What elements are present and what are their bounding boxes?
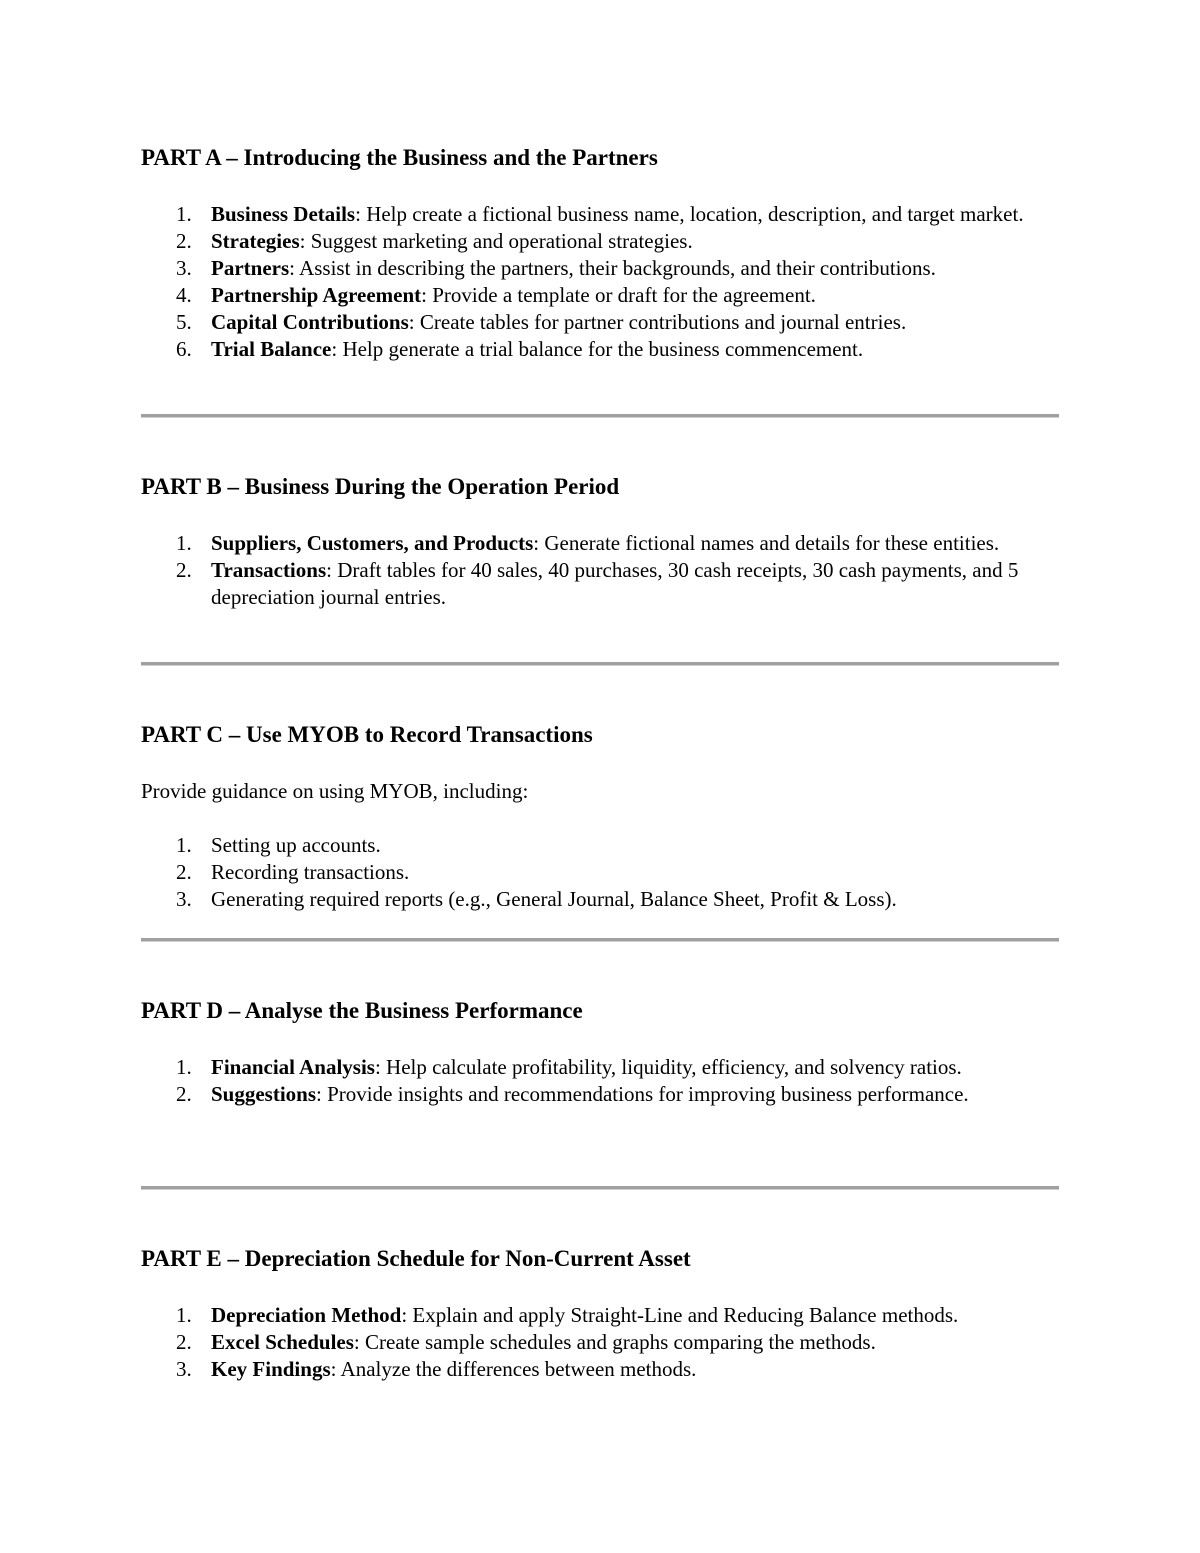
- section-part-d: [141, 997, 1059, 1106]
- section-part-b: [141, 473, 1059, 609]
- item-term: Partnership Agreement: [211, 283, 422, 307]
- numbered-list: [141, 530, 1059, 611]
- list-number: 2.: [176, 229, 192, 253]
- list-number: 2.: [176, 558, 192, 582]
- list-number: 1.: [176, 1303, 192, 1327]
- item-text: : Generate fictional names and details for these entities.: [533, 531, 1000, 555]
- list-number: 1.: [176, 833, 192, 857]
- list-item: [141, 228, 1059, 255]
- list-number: 1.: [176, 202, 192, 226]
- item-term: Trial Balance: [211, 337, 332, 361]
- list-item: [141, 1054, 1059, 1081]
- section-divider: [141, 1186, 1059, 1190]
- item-term: Strategies: [211, 229, 300, 253]
- list-number: 3.: [176, 256, 192, 280]
- list-number: 6.: [176, 337, 192, 361]
- numbered-list: [141, 1302, 1059, 1383]
- item-term: Business Details: [211, 202, 356, 226]
- item-text: Setting up accounts.: [211, 833, 381, 857]
- section-heading: PART B – Business During the Operation Period: [141, 474, 620, 499]
- list-item: [141, 859, 1059, 886]
- list-number: 3.: [176, 1357, 192, 1381]
- list-item: [141, 201, 1059, 228]
- section-divider: [141, 662, 1059, 666]
- item-text: : Provide a template or draft for the agreement.: [421, 283, 816, 307]
- section-divider: [141, 414, 1059, 418]
- list-item: [141, 1302, 1059, 1329]
- item-text: : Help generate a trial balance for the business commencement.: [331, 337, 864, 361]
- item-text: : Draft tables for 40 sales, 40 purchases, 30 cash receipts, 30 cash payments, and 5 depreciation journal entries.: [211, 558, 1019, 609]
- numbered-list: [141, 1054, 1059, 1108]
- section-heading: PART A – Introducing the Business and the Partners: [141, 145, 658, 170]
- item-term: Financial Analysis: [211, 1055, 375, 1079]
- list-item: [141, 1356, 1059, 1383]
- list-item: [141, 309, 1059, 336]
- section-heading: PART D – Analyse the Business Performance: [141, 998, 583, 1023]
- item-text: : Create sample schedules and graphs comparing the methods.: [353, 1330, 876, 1354]
- list-number: 4.: [176, 283, 192, 307]
- item-term: Capital Contributions: [211, 310, 409, 334]
- item-text: : Assist in describing the partners, their backgrounds, and their contributions.: [289, 256, 936, 280]
- list-item: [141, 530, 1059, 557]
- item-text: : Explain and apply Straight-Line and Reducing Balance methods.: [401, 1303, 959, 1327]
- item-term: Excel Schedules: [211, 1330, 354, 1354]
- item-term: Transactions: [211, 558, 327, 582]
- list-item: [141, 282, 1059, 309]
- section-part-e: [141, 1245, 1059, 1381]
- list-number: 3.: [176, 887, 192, 911]
- list-item: [141, 832, 1059, 859]
- list-number: 1.: [176, 531, 192, 555]
- item-text: : Suggest marketing and operational strategies.: [299, 229, 693, 253]
- section-divider: [141, 938, 1059, 942]
- section-intro: Provide guidance on using MYOB, including:: [141, 779, 529, 803]
- section-part-c: [141, 721, 1059, 911]
- list-item: [141, 336, 1059, 363]
- list-number: 1.: [176, 1055, 192, 1079]
- list-item: [141, 557, 1059, 611]
- list-item: [141, 1329, 1059, 1356]
- list-number: 2.: [176, 860, 192, 884]
- list-number: 5.: [176, 310, 192, 334]
- list-item: [141, 886, 1059, 913]
- item-term: Partners: [211, 256, 290, 280]
- item-term: Suppliers, Customers, and Products: [211, 531, 534, 555]
- item-term: Key Findings: [211, 1357, 331, 1381]
- numbered-list: [141, 832, 1059, 913]
- item-term: Suggestions: [211, 1082, 317, 1106]
- list-number: 2.: [176, 1330, 192, 1354]
- numbered-list: [141, 201, 1059, 363]
- section-heading: PART C – Use MYOB to Record Transactions: [141, 722, 593, 747]
- list-item: [141, 255, 1059, 282]
- item-text: Generating required reports (e.g., General Journal, Balance Sheet, Profit & Loss).: [211, 887, 897, 911]
- section-heading: PART E – Depreciation Schedule for Non-Current Asset: [141, 1246, 691, 1271]
- item-text: : Help calculate profitability, liquidity, efficiency, and solvency ratios.: [374, 1055, 962, 1079]
- item-term: Depreciation Method: [211, 1303, 402, 1327]
- item-text: : Help create a fictional business name, location, description, and target market.: [355, 202, 1024, 226]
- list-item: [141, 1081, 1059, 1108]
- list-number: 2.: [176, 1082, 192, 1106]
- section-part-a: [141, 144, 1059, 361]
- item-text: : Create tables for partner contributions and journal entries.: [408, 310, 907, 334]
- item-text: : Analyze the differences between methods.: [330, 1357, 697, 1381]
- item-text: : Provide insights and recommendations for improving business performance.: [316, 1082, 969, 1106]
- item-text: Recording transactions.: [211, 860, 410, 884]
